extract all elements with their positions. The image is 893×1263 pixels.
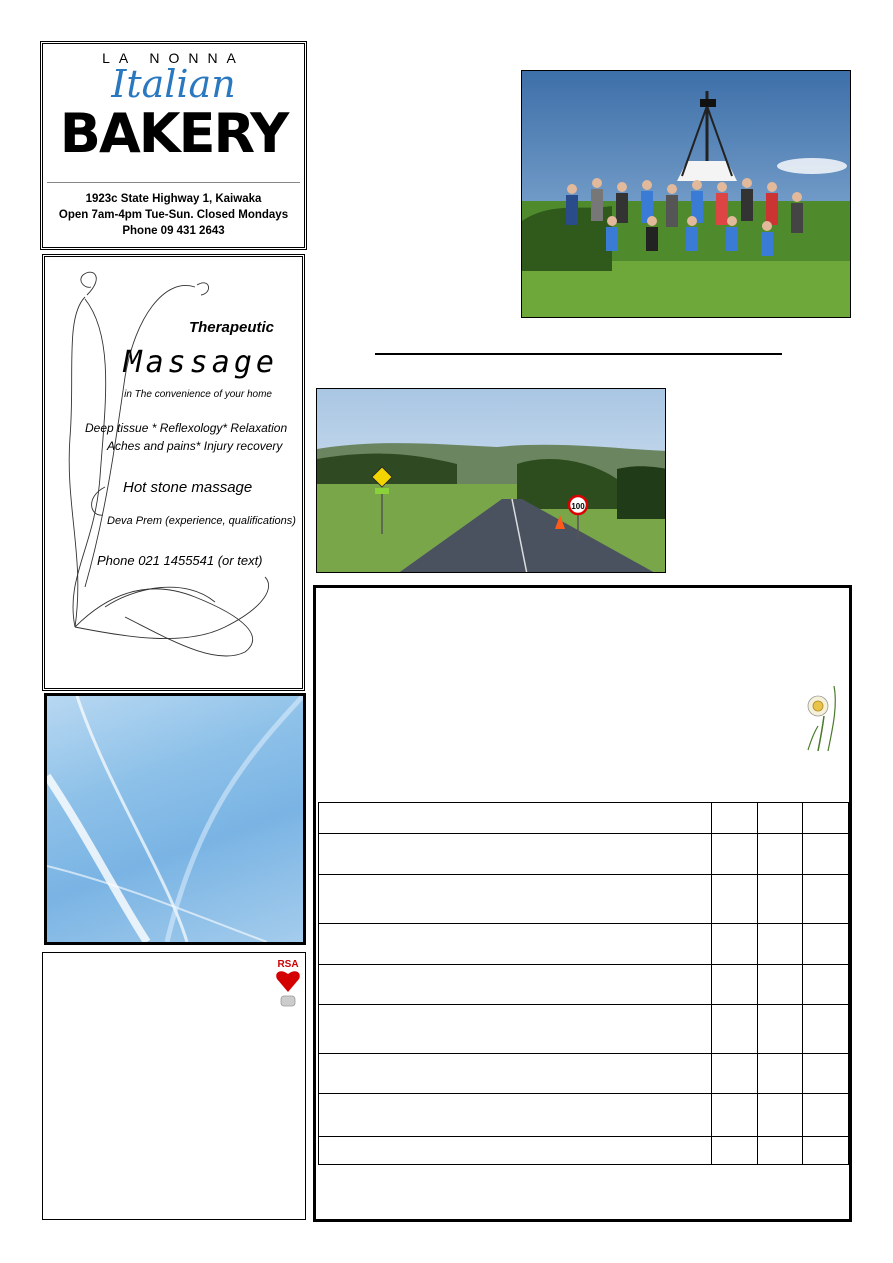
table-cell xyxy=(757,875,803,924)
bakery-phone: Phone 09 431 2643 xyxy=(122,225,225,237)
table-cell xyxy=(712,924,758,965)
abstract-blue-image xyxy=(44,693,306,945)
massage-ad xyxy=(42,254,305,691)
horizontal-rule xyxy=(375,353,782,355)
table-cell xyxy=(319,803,712,834)
table-cell xyxy=(757,1137,803,1165)
hilltop-group-illustration xyxy=(522,71,851,318)
table-cell xyxy=(712,875,758,924)
table-cell xyxy=(757,803,803,834)
table-cell xyxy=(712,1094,758,1137)
table-cell xyxy=(712,803,758,834)
table-cell xyxy=(803,924,849,965)
table-cell xyxy=(712,1054,758,1094)
rsa-poppy-logo xyxy=(275,958,301,1012)
country-road-photo xyxy=(316,388,666,573)
table-cell xyxy=(712,965,758,1005)
table-cell xyxy=(757,924,803,965)
massage-subtitle: in The convenience of your home xyxy=(124,389,272,400)
table-cell xyxy=(803,875,849,924)
table-row xyxy=(319,1005,849,1054)
table-row xyxy=(319,803,849,834)
speed-limit-sign: 100 xyxy=(571,502,585,511)
light-streaks xyxy=(47,696,303,942)
table-cell xyxy=(319,965,712,1005)
table-cell xyxy=(757,834,803,875)
bakery-brand-script: Italian xyxy=(111,62,236,106)
bakery-ad xyxy=(40,41,307,250)
table-cell xyxy=(319,834,712,875)
table-cell xyxy=(757,965,803,1005)
country-road-illustration xyxy=(317,389,666,573)
massage-hot-stone: Hot stone massage xyxy=(123,479,253,496)
table-row xyxy=(319,834,849,875)
daffodil-icon xyxy=(804,676,846,752)
table-cell xyxy=(319,924,712,965)
table-row xyxy=(319,875,849,924)
table-cell xyxy=(712,1005,758,1054)
table-row xyxy=(319,1054,849,1094)
table-cell xyxy=(319,1054,712,1094)
schedule-table xyxy=(318,802,849,1165)
hilltop-group-photo xyxy=(521,70,851,318)
table-cell xyxy=(712,834,758,875)
table-cell xyxy=(803,803,849,834)
table-row xyxy=(319,1094,849,1137)
table-cell xyxy=(319,1094,712,1137)
table-row xyxy=(319,1137,849,1165)
massage-services-line1: Deep tissue * Reflexology* Relaxation xyxy=(85,421,288,435)
table-cell xyxy=(757,1054,803,1094)
bakery-divider xyxy=(47,182,300,183)
bakery-hours: Open 7am-4pm Tue-Sun. Closed Mondays xyxy=(58,209,289,221)
massage-title: Massage xyxy=(123,345,278,380)
massage-therapist: Deva Prem (experience, qualifications) xyxy=(107,515,296,527)
svg-text:RSA: RSA xyxy=(277,959,299,970)
table-row xyxy=(319,965,849,1005)
table-cell xyxy=(803,1054,849,1094)
massage-phone: Phone 021 1455541 (or text) xyxy=(97,553,263,568)
massage-services xyxy=(85,419,287,455)
bakery-address: 1923c State Highway 1, Kaiwaka xyxy=(85,193,262,205)
table-cell xyxy=(712,1137,758,1165)
bakery-brand-top: LA NONNA xyxy=(102,50,245,66)
table-cell xyxy=(803,1005,849,1054)
rsa-notice-box xyxy=(42,952,306,1220)
bakery-info xyxy=(43,191,304,239)
table-cell xyxy=(803,1094,849,1137)
table-cell xyxy=(803,1137,849,1165)
bakery-brand-main: BAKERY xyxy=(59,102,288,165)
massage-services-line2: Aches and pains* Injury recovery xyxy=(107,439,283,453)
calendar-table-box xyxy=(313,585,852,1222)
table-cell xyxy=(803,834,849,875)
table-cell xyxy=(757,1005,803,1054)
table-cell xyxy=(319,1005,712,1054)
table-cell xyxy=(803,965,849,1005)
table-cell xyxy=(319,1137,712,1165)
table-cell xyxy=(757,1094,803,1137)
table-cell xyxy=(319,875,712,924)
massage-heading: Therapeutic xyxy=(188,319,274,336)
table-row xyxy=(319,924,849,965)
